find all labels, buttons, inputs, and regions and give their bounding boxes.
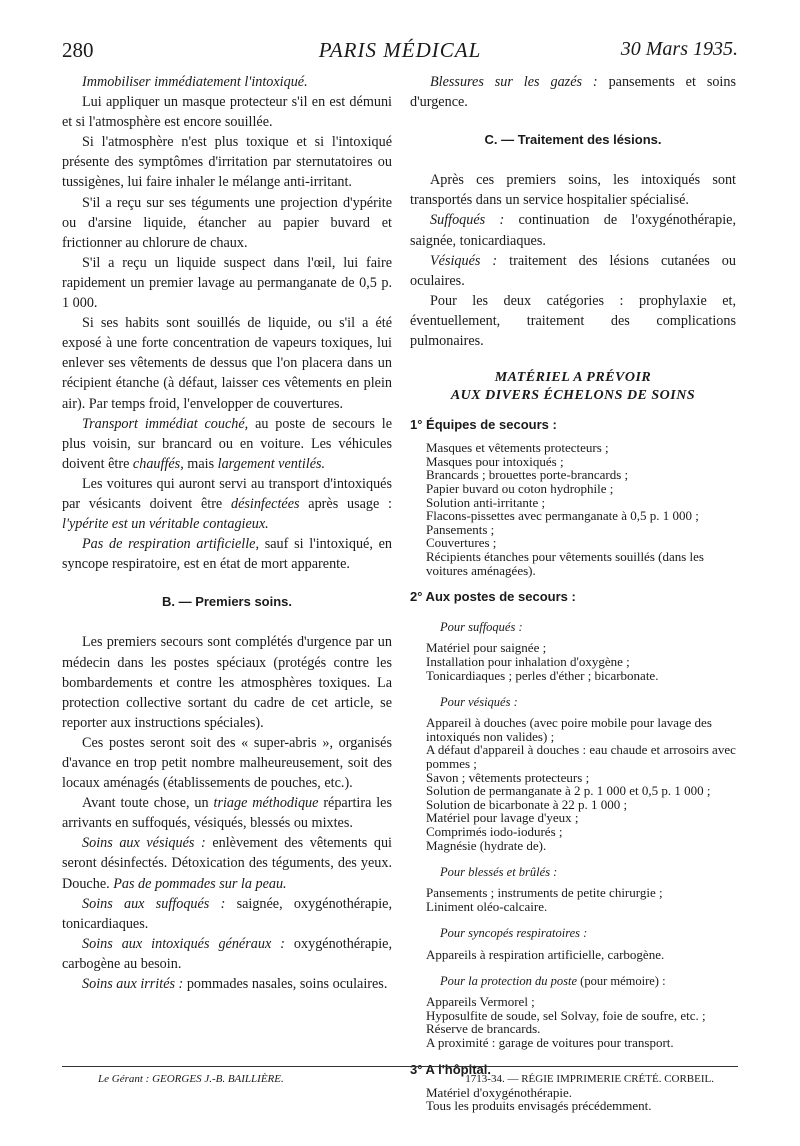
list-item: Savon ; vêtements protecteurs ; xyxy=(426,769,590,785)
left-column xyxy=(62,72,392,994)
paragraph: Blessures sur les gazés : pansements et soins d'urgence. xyxy=(410,74,736,111)
right-column xyxy=(410,72,736,1113)
list-item: Solution de bicarbonate à 22 p. 1 000 ; xyxy=(426,796,628,812)
list-g1 xyxy=(410,441,736,577)
list-item: Tonicardiaques ; perles d'éther ; bicarbonate. xyxy=(426,667,659,683)
journal-title: PARIS MÉDICAL xyxy=(318,38,482,62)
list-item: Couvertures ; xyxy=(426,535,497,551)
subheading: Pour vésiqués : xyxy=(440,695,518,710)
issue-date: 30 Mars 1935. xyxy=(620,38,738,60)
list-item: Matériel pour saignée ; xyxy=(426,640,547,656)
list-item: Liniment oléo-calcaire. xyxy=(426,898,548,914)
list-item: Hyposulfite de soude, sel Solvay, foie de soufre, etc. ; xyxy=(426,1007,706,1023)
subheading: Pour syncopés respiratoires : xyxy=(440,926,588,941)
list-item: Brancards ; brouettes porte-brancards ; xyxy=(426,467,629,483)
paragraph: Immobiliser immédiatement l'intoxiqué. xyxy=(82,74,308,90)
section-heading-c: C. — Traitement des lésions. xyxy=(484,132,662,148)
group-heading-1: 1° Équipes de secours : xyxy=(410,417,557,433)
list-g2-sub4 xyxy=(410,948,736,962)
list-item: Comprimés iodo-iodurés ; xyxy=(426,823,563,839)
paragraph: Les premiers secours sont complétés d'urgence par un médecin dans les postes spéciaux (protégés contre les bombardements et contre les atmosphères toxiques. La protection collective sortant du cadre de cet article, se reporter aux instructions spéciales). xyxy=(62,634,392,731)
paragraph: Soins aux suffoqués : saignée, oxygénothérapie, tonicardiaques. xyxy=(62,895,392,932)
group-heading-2: 2° Aux postes de secours : xyxy=(410,589,576,605)
list-item: Solution de permanganate à 2 p. 1 000 et 0,5 p. 1 000 ; xyxy=(426,783,711,799)
list-item: Tous les produits envisagés précédemment. xyxy=(426,1098,652,1114)
subheading: Pour blessés et brûlés : xyxy=(440,865,558,880)
list-item: Flacons-pissettes avec permanganate à 0,5 p. 1 000 ; xyxy=(426,508,699,524)
group-heading-3: 3° A l'hôpital. xyxy=(410,1061,491,1077)
paragraph: Après ces premiers soins, les intoxiqués sont transportés dans un service hospitalier spécialisé. xyxy=(410,172,736,209)
footer-manager: Le Gérant : GEORGES J.-B. BAILLIÈRE. xyxy=(98,1073,284,1085)
paragraph: Si ses habits sont souillés de liquide, ou s'il a été exposé à une forte concentration de vapeurs toxiques, lui enlever ses vêtements de dessus que l'on placera dans un récipient étanche (à défaut, laisser ces vêtements en plein air). Par temps froid, l'envelopper de couvertures. xyxy=(62,315,392,412)
paragraph: Pour les deux catégories : prophylaxie et, éventuellement, traitement des complications pulmonaires. xyxy=(410,292,736,350)
list-item: A défaut d'appareil à douches : eau chaude et arrosoirs avec pommes ; xyxy=(426,742,736,771)
paragraph: Les voitures qui auront servi au transport d'intoxiqués par vésicants doivent être désinfectées après usage : l'ypérite est un véritable contagieux. xyxy=(62,475,392,533)
paragraph: S'il a reçu un liquide suspect dans l'œil, lui faire rapidement un premier lavage au permanganate de 0,5 p. 1 000. xyxy=(62,254,392,312)
list-item: Masques pour intoxiqués ; xyxy=(426,453,564,469)
paragraph: Vésiqués : traitement des lésions cutanées ou oculaires. xyxy=(410,252,736,289)
list-g2-sub2 xyxy=(410,716,736,852)
list-g2-sub3 xyxy=(410,886,736,913)
footer-printer: 1713-34. — RÉGIE IMPRIMERIE CRÉTÉ. CORBEIL. xyxy=(465,1073,714,1085)
list-item: Solution anti-irritante ; xyxy=(426,494,546,510)
page-header xyxy=(62,38,738,68)
paragraph: Soins aux intoxiqués généraux : oxygénothérapie, carbogène au besoin. xyxy=(62,935,392,972)
list-item: Appareil à douches (avec poire mobile pour lavage des intoxiqués non valides) ; xyxy=(426,715,712,744)
list-item: Récipients étanches pour vêtements souillés (dans les voitures aménagées). xyxy=(426,548,704,578)
page-number: 280 xyxy=(62,38,94,62)
list-item: Pansements ; xyxy=(426,521,495,537)
list-item: Réserve de brancards. xyxy=(426,1021,541,1037)
paragraph: Soins aux vésiqués : enlèvement des vêtements qui seront désinfectés. Détoxication des téguments, des yeux. Douche. Pas de pommades sur la peau. xyxy=(62,835,392,892)
subheading: Pour suffoqués : xyxy=(440,620,523,635)
paragraph: Avant toute chose, un triage méthodique répartira les arrivants en suffoqués, vésiqués, blessés ou mixtes. xyxy=(62,795,392,832)
list-item: Matériel d'oxygénothérapie. xyxy=(426,1084,573,1100)
material-title: MATÉRIEL A PRÉVOIR AUX DIVERS ÉCHELONS DE SOINS xyxy=(450,370,696,404)
list-g3 xyxy=(410,1086,736,1113)
paragraph: Lui appliquer un masque protecteur s'il en est démuni et si l'atmosphère est encore souillée. xyxy=(62,94,392,131)
list-item: Matériel pour lavage d'yeux ; xyxy=(426,810,579,826)
paragraph: Soins aux irrités : pommades nasales, soins oculaires. xyxy=(82,976,388,993)
list-item: Magnésie (hydrate de). xyxy=(426,837,547,853)
paragraph: Ces postes seront soit des « super-abris », organisés d'avance en trop petit nombre malheureusement, soit des locaux aménagés (établissements de pouches, etc.). xyxy=(62,734,392,792)
list-item: Installation pour inhalation d'oxygène ; xyxy=(426,653,630,669)
list-g2-sub1 xyxy=(410,641,736,682)
paragraph: Transport immédiat couché, au poste de secours le plus voisin, sur brancard ou en voiture. Les véhicules doivent être chauffés, mais largement ventilés. xyxy=(62,415,392,472)
paragraph: Suffoqués : continuation de l'oxygénothérapie, saignée, tonicardiaques. xyxy=(410,212,736,249)
paragraph: S'il a reçu sur ses téguments une projection d'ypérite ou d'arsine liquide, étancher au papier buvard et frictionner au chlorure de chaux. xyxy=(62,194,392,251)
list-item: Papier buvard ou coton hydrophile ; xyxy=(426,481,614,496)
section-heading-b: B. — Premiers soins. xyxy=(161,594,293,610)
paragraph: Pas de respiration artificielle, sauf si l'intoxiqué, en syncope respiratoire, est en état de mort apparente. xyxy=(62,536,392,573)
paragraph: Si l'atmosphère n'est plus toxique et si l'intoxiqué présente des symptômes d'irritation par sternutatoires ou tussigènes, lui faire inhaler le mélange anti-irritant. xyxy=(62,134,392,191)
list-item: Appareils à respiration artificielle, carbogène. xyxy=(426,946,665,962)
list-g2-sub5 xyxy=(410,995,736,1049)
list-item: Appareils Vermorel ; xyxy=(426,994,535,1010)
list-item: Pansements ; instruments de petite chirurgie ; xyxy=(426,885,663,901)
subheading: Pour la protection du poste (pour mémoire) : xyxy=(440,974,666,989)
list-item: A proximité : garage de voitures pour transport. xyxy=(426,1035,674,1050)
list-item: Masques et vêtements protecteurs ; xyxy=(426,440,609,456)
